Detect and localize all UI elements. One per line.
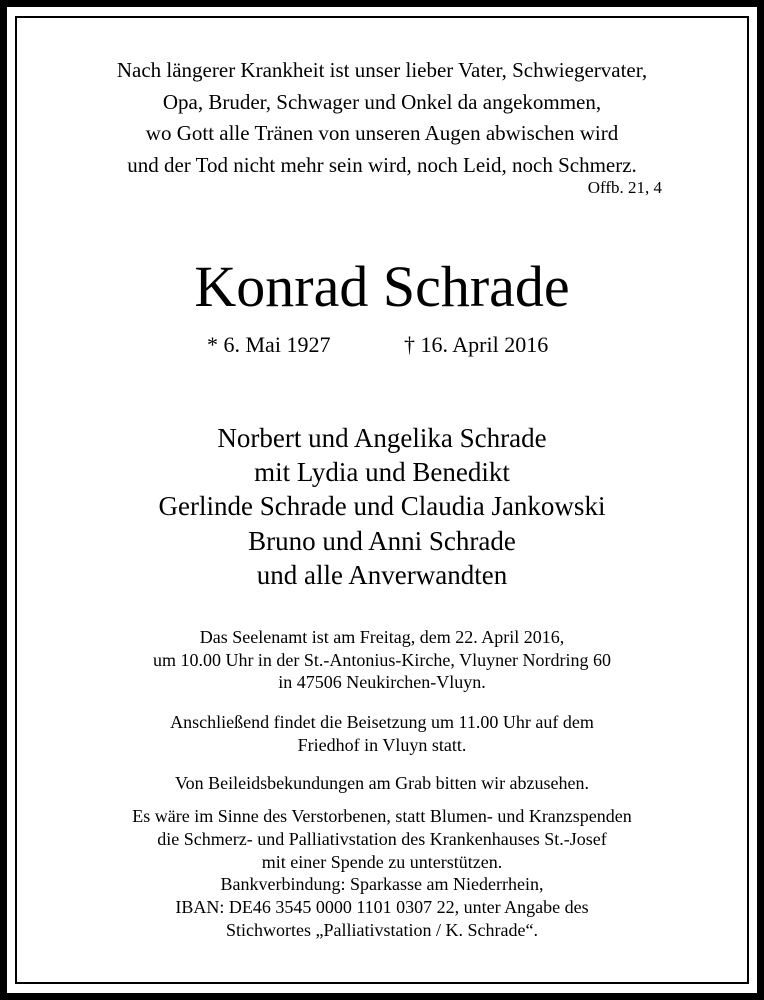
donation-line: mit einer Spende zu unterstützen. xyxy=(261,851,503,872)
condolence-line: Von Beileidsbekundungen am Grab bitten wir abzusehen. xyxy=(174,773,590,793)
verse-reference: Offb. 21, 4 xyxy=(587,178,662,197)
verse-line: und der Tod nicht mehr sein wird, noch Leid, noch Schmerz. xyxy=(127,152,637,177)
deceased-name xyxy=(0,252,764,322)
donation-line: Stichwortes „Palliativstation / K. Schrade“. xyxy=(226,919,538,940)
mourner-line: Gerlinde Schrade und Claudia Jankowski xyxy=(158,491,606,522)
verse-line: Opa, Bruder, Schwager und Onkel da angekommen, xyxy=(162,89,602,114)
donation-line: Bankverbindung: Sparkasse am Niederrhein, xyxy=(220,874,544,895)
mourner-line: Norbert und Angelika Schrade xyxy=(217,423,547,453)
deceased-name-text: Konrad Schrade xyxy=(194,254,570,319)
burial-line: Friedhof in Vluyn statt. xyxy=(297,734,467,755)
donation-info xyxy=(0,805,764,942)
mourners-list xyxy=(0,421,764,592)
service-info xyxy=(0,626,764,694)
service-line: in 47506 Neukirchen-Vluyn. xyxy=(278,672,486,692)
burial-line: Anschließend findet die Beisetzung um 11.00 Uhr auf dem xyxy=(170,712,594,732)
condolence-note xyxy=(0,772,764,795)
death-date: † 16. April 2016 xyxy=(404,332,549,357)
mourner-line: Bruno und Anni Schrade xyxy=(248,525,516,556)
burial-info xyxy=(0,711,764,756)
donation-line: die Schmerz- und Palliativstation des Krankenhauses St.-Josef xyxy=(157,828,607,849)
service-line: um 10.00 Uhr in der St.-Antonius-Kirche, Vluyner Nordring 60 xyxy=(152,649,612,670)
service-line: Das Seelenamt ist am Freitag, dem 22. April 2016, xyxy=(199,627,565,647)
bible-verse xyxy=(0,55,764,181)
donation-line: IBAN: DE46 3545 0000 1101 0307 22, unter Angabe des xyxy=(175,897,589,918)
mourner-line: und alle Anverwandten xyxy=(256,559,508,590)
donation-line: Es wäre im Sinne des Verstorbenen, statt Blumen- und Kranzspenden xyxy=(132,806,632,826)
birth-date: * 6. Mai 1927 xyxy=(207,332,331,357)
verse-line: Nach längerer Krankheit ist unser lieber Vater, Schwiegervater, xyxy=(116,58,648,82)
mourner-line: mit Lydia und Benedikt xyxy=(254,457,510,488)
verse-line: wo Gott alle Tränen von unseren Augen abwischen wird xyxy=(145,121,619,145)
